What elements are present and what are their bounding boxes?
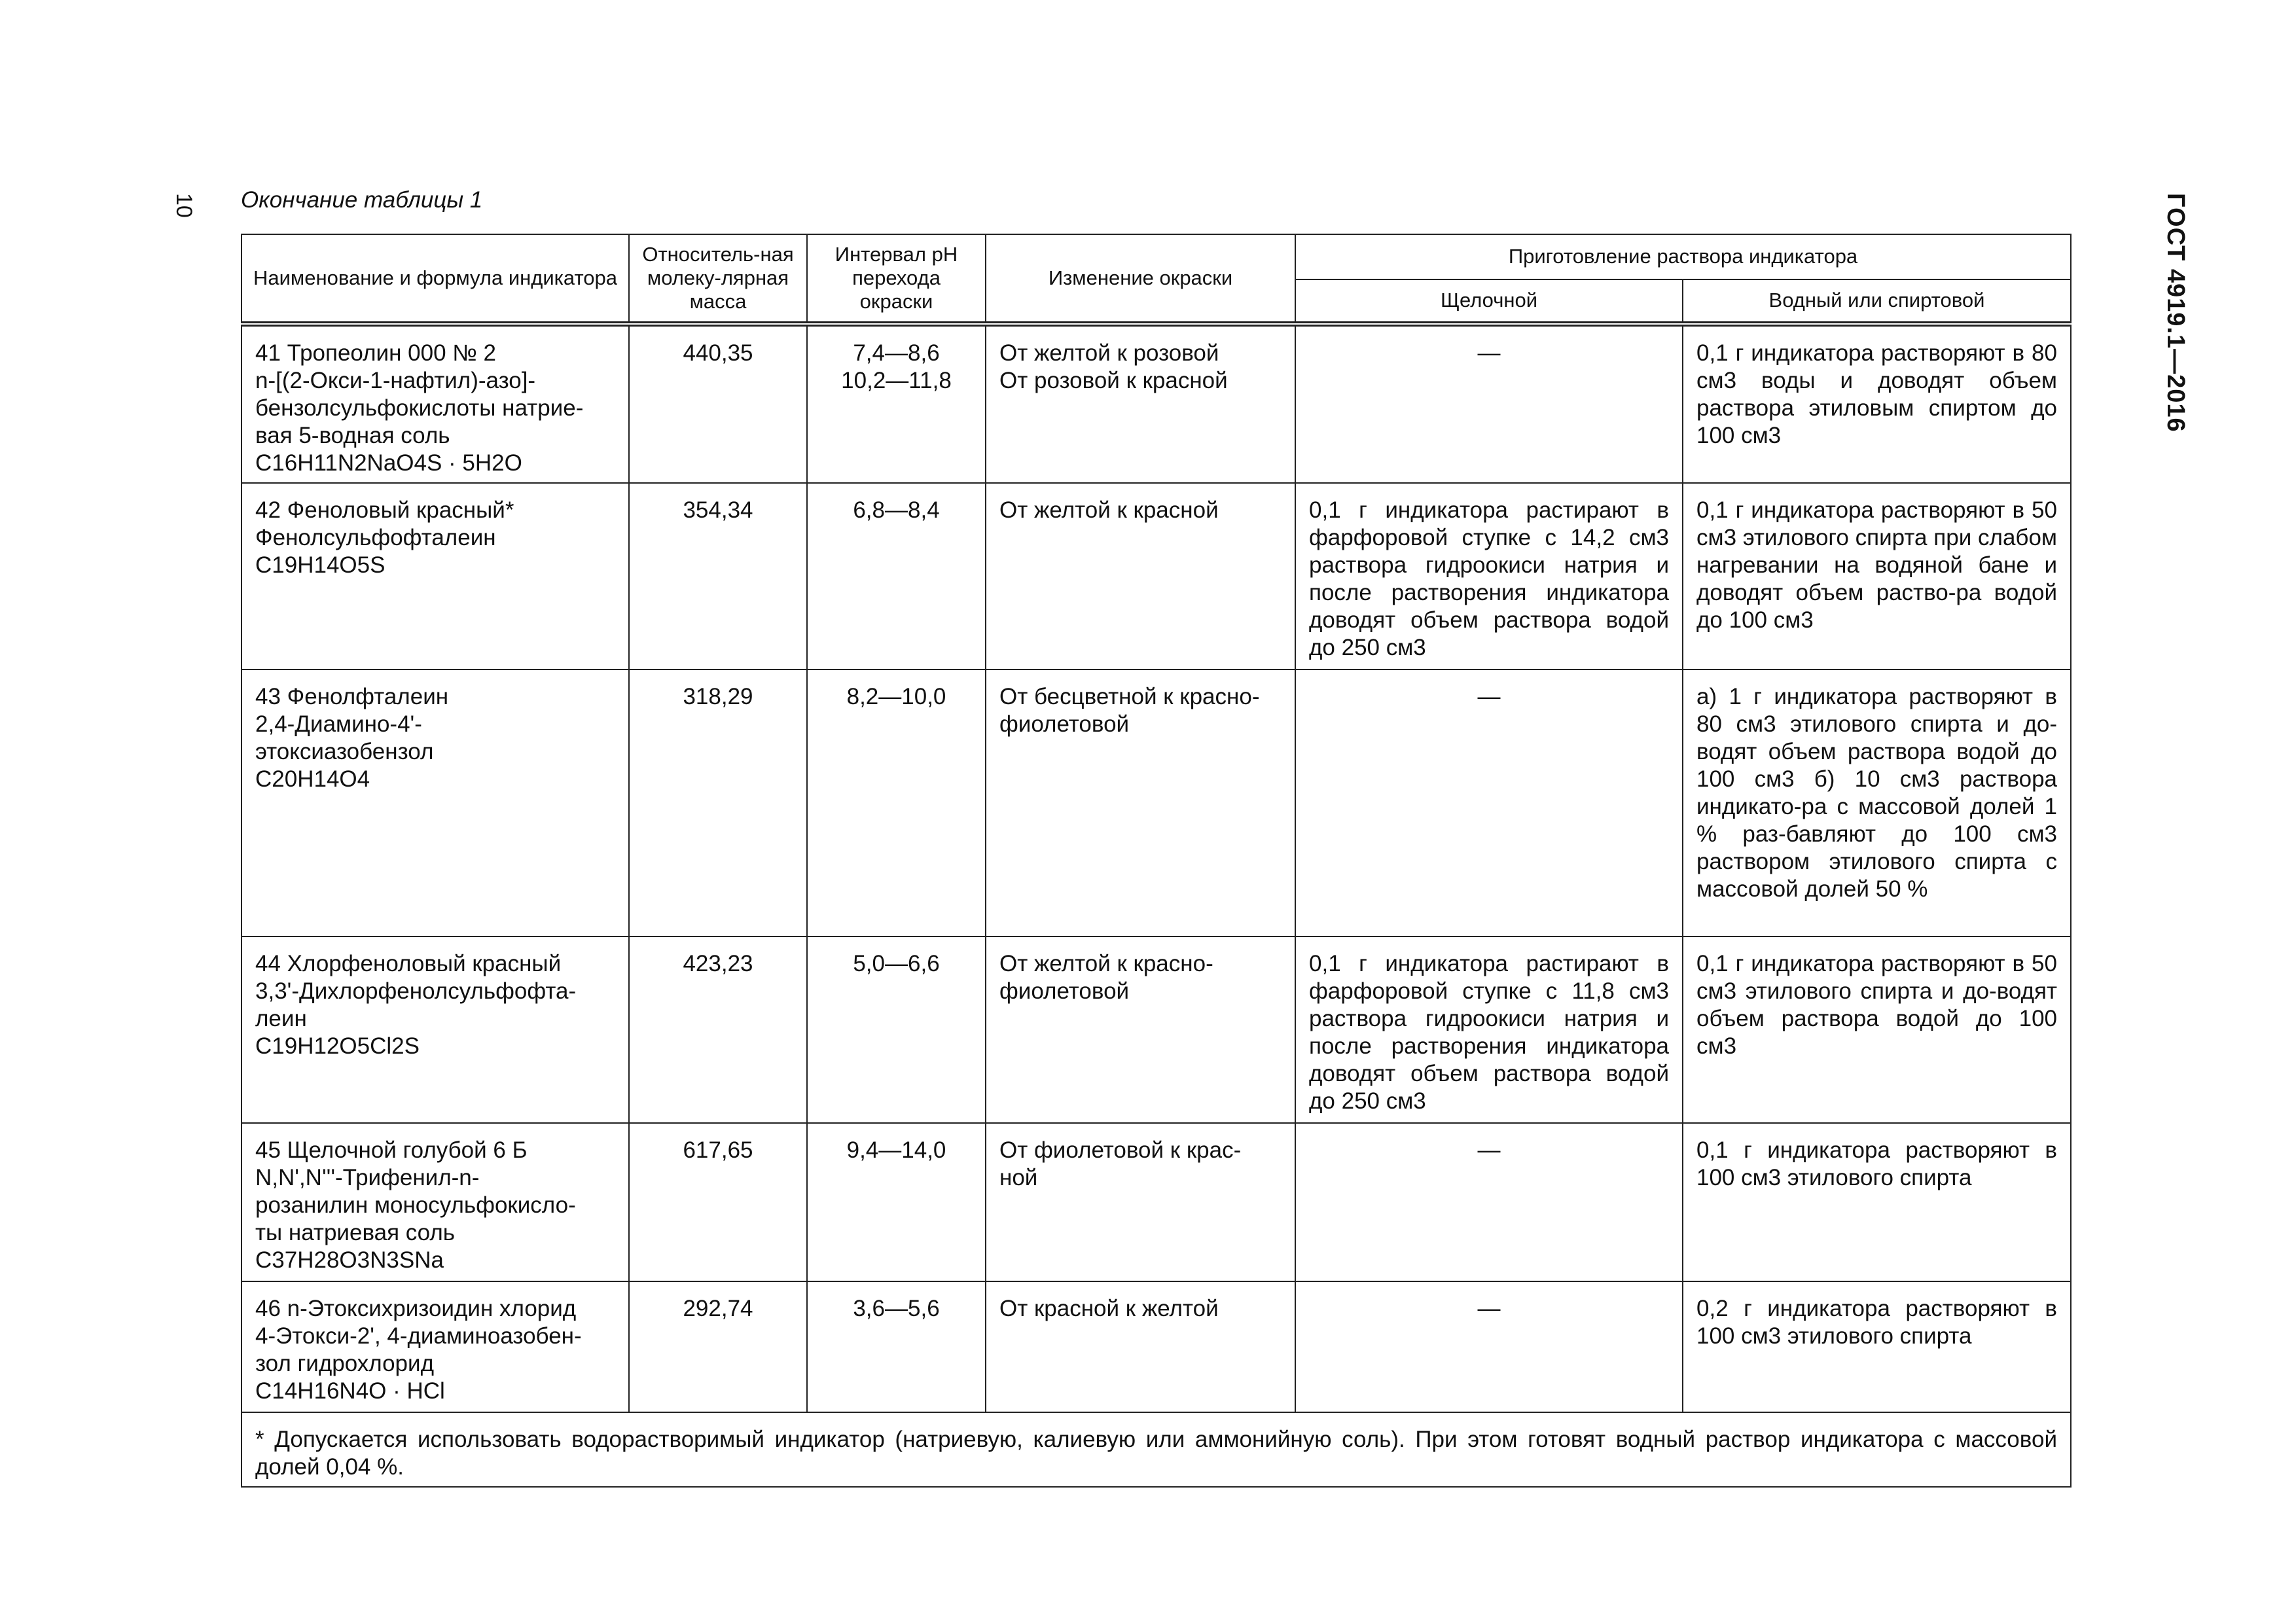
ph-value: 10,2—11,8 [841, 368, 952, 393]
alkaline-prep: — [1295, 669, 1683, 936]
indicator-name [242, 669, 629, 936]
indicator-name [242, 1123, 629, 1281]
molecular-mass: 292,74 [629, 1281, 807, 1412]
name-line: розанилин моносульфокисло- [255, 1192, 576, 1218]
table-row [242, 936, 2071, 1123]
ph-interval [807, 324, 986, 483]
color-line: От розовой к красной [999, 368, 1228, 393]
indicator-table [241, 234, 2072, 1488]
table-row [242, 483, 2071, 669]
name-line: 46 n-Этоксихризоидин хлорид [255, 1296, 577, 1321]
color-line: От желтой к розовой [999, 340, 1219, 366]
indicator-name [242, 324, 629, 483]
name-line: C19H14O5S [255, 552, 386, 578]
name-line: C37H28O3N3SNa [255, 1247, 444, 1273]
ph-value: 6,8—8,4 [853, 497, 940, 523]
name-line: 3,3'-Дихлорфенолсульфофта- [255, 978, 577, 1004]
header-mass: Относитель-ная молеку-лярная масса [629, 234, 807, 324]
ph-interval [807, 1123, 986, 1281]
header-alkaline: Щелочной [1295, 279, 1683, 325]
indicator-name [242, 483, 629, 669]
ph-interval [807, 669, 986, 936]
name-line: зол гидрохлорид [255, 1351, 434, 1376]
ph-value: 9,4—14,0 [846, 1137, 946, 1163]
ph-value: 3,6—5,6 [853, 1296, 940, 1321]
name-line: Фенолсульфофталеин [255, 525, 496, 550]
name-line: ты натриевая соль [255, 1220, 456, 1245]
table-body [242, 324, 2071, 1412]
color-line: От красной к желтой [999, 1296, 1219, 1321]
table-row [242, 1123, 2071, 1281]
water-prep: а) 1 г индикатора растворяют в 80 см3 этилового спирта и до-водят объем раствора водой до 100 см3 б) 10 см3 раствора индикато-ра с массовой долей 1 % раз-бавляют до 100 см3 раствором этилового спирта с массовой долей 50 % [1683, 669, 2071, 936]
header-color: Изменение окраски [986, 234, 1295, 324]
table-row [242, 324, 2071, 483]
footnote: * Допускается использовать водорастворимый индикатор (натриевую, калиевую или аммонийную соль). При этом готовят водный раствор индикатора с массовой долей 0,04 %. [242, 1412, 2071, 1487]
table-row [242, 669, 2071, 936]
table-caption: Окончание таблицы 1 [241, 187, 483, 213]
molecular-mass: 318,29 [629, 669, 807, 936]
water-prep: 0,1 г индикатора растворяют в 50 см3 этилового спирта при слабом нагревании на водяной бане и доводят объем раство-ра водой до 100 см3 [1683, 483, 2071, 669]
name-line: C20H14O4 [255, 766, 370, 792]
color-line: От фиолетовой к крас- [999, 1137, 1242, 1163]
water-prep: 0,1 г индикатора растворяют в 100 см3 этилового спирта [1683, 1123, 2071, 1281]
water-prep: 0,2 г индикатора растворяют в 100 см3 этилового спирта [1683, 1281, 2071, 1412]
molecular-mass: 423,23 [629, 936, 807, 1123]
color-change [986, 1123, 1295, 1281]
name-line: C16H11N2NaO4S · 5H2O [255, 450, 522, 476]
name-line: этоксиазобензол [255, 739, 434, 764]
color-change [986, 936, 1295, 1123]
alkaline-prep: 0,1 г индикатора растирают в фарфоровой ступке с 14,2 см3 раствора гидроокиси натрия и после растворения индикатора доводят объем раствора водой до 250 см3 [1295, 483, 1683, 669]
color-change [986, 669, 1295, 936]
header-ph: Интервал pH перехода окраски [807, 234, 986, 324]
name-line: 45 Щелочной голубой 6 Б [255, 1137, 528, 1163]
color-line: От желтой к красно- [999, 951, 1213, 976]
name-line: 44 Хлорфеноловый красный [255, 951, 562, 976]
name-line: бензолсульфокислоты натрие- [255, 395, 584, 421]
alkaline-prep: — [1295, 324, 1683, 483]
standard-id: ГОСТ 4919.1—2016 [2162, 193, 2189, 433]
indicator-name [242, 1281, 629, 1412]
molecular-mass: 617,65 [629, 1123, 807, 1281]
color-line: От бесцветной к красно- [999, 684, 1260, 709]
table-row [242, 1281, 2071, 1412]
name-line: C14H16N4O · HCl [255, 1378, 445, 1404]
color-line: ной [999, 1165, 1038, 1190]
header-prep: Приготовление раствора индикатора [1295, 234, 2071, 279]
molecular-mass: 440,35 [629, 324, 807, 483]
header-water: Водный или спиртовой [1683, 279, 2071, 325]
name-line: 2,4-Диамино-4'- [255, 711, 422, 737]
name-line: 43 Фенолфталеин [255, 684, 449, 709]
ph-interval [807, 1281, 986, 1412]
alkaline-prep: — [1295, 1281, 1683, 1412]
name-line: 42 Феноловый красный* [255, 497, 514, 523]
color-change [986, 483, 1295, 669]
water-prep: 0,1 г индикатора растворяют в 50 см3 этилового спирта и до-водят объем раствора водой до 100 см3 [1683, 936, 2071, 1123]
color-line: фиолетовой [999, 978, 1130, 1004]
ph-interval [807, 483, 986, 669]
alkaline-prep: — [1295, 1123, 1683, 1281]
ph-value: 7,4—8,6 [853, 340, 940, 366]
name-line: вая 5-водная соль [255, 423, 450, 448]
name-line: N,N',N'''-Трифенил-n- [255, 1165, 480, 1190]
ph-interval [807, 936, 986, 1123]
ph-value: 5,0—6,6 [853, 951, 940, 976]
color-change [986, 1281, 1295, 1412]
water-prep: 0,1 г индикатора растворяют в 80 см3 воды и доводят объем раствора этиловым спиртом до 100 см3 [1683, 324, 2071, 483]
name-line: 41 Тропеолин 000 № 2 [255, 340, 496, 366]
ph-value: 8,2—10,0 [846, 684, 946, 709]
indicator-name [242, 936, 629, 1123]
name-line: леин [255, 1006, 307, 1031]
color-line: От желтой к красной [999, 497, 1219, 523]
name-line: C19H12O5Cl2S [255, 1033, 420, 1059]
color-line: фиолетовой [999, 711, 1130, 737]
header-name: Наименование и формула индикатора [242, 234, 629, 324]
page-number: 10 [171, 193, 196, 218]
name-line: 4-Этокси-2', 4-диаминоазобен- [255, 1323, 582, 1349]
color-change [986, 324, 1295, 483]
alkaline-prep: 0,1 г индикатора растирают в фарфоровой ступке с 11,8 см3 раствора гидроокиси натрия и после растворения индикатора доводят объем раствора водой до 250 см3 [1295, 936, 1683, 1123]
name-line: n-[(2-Окси-1-нафтил)-азо]- [255, 368, 536, 393]
molecular-mass: 354,34 [629, 483, 807, 669]
